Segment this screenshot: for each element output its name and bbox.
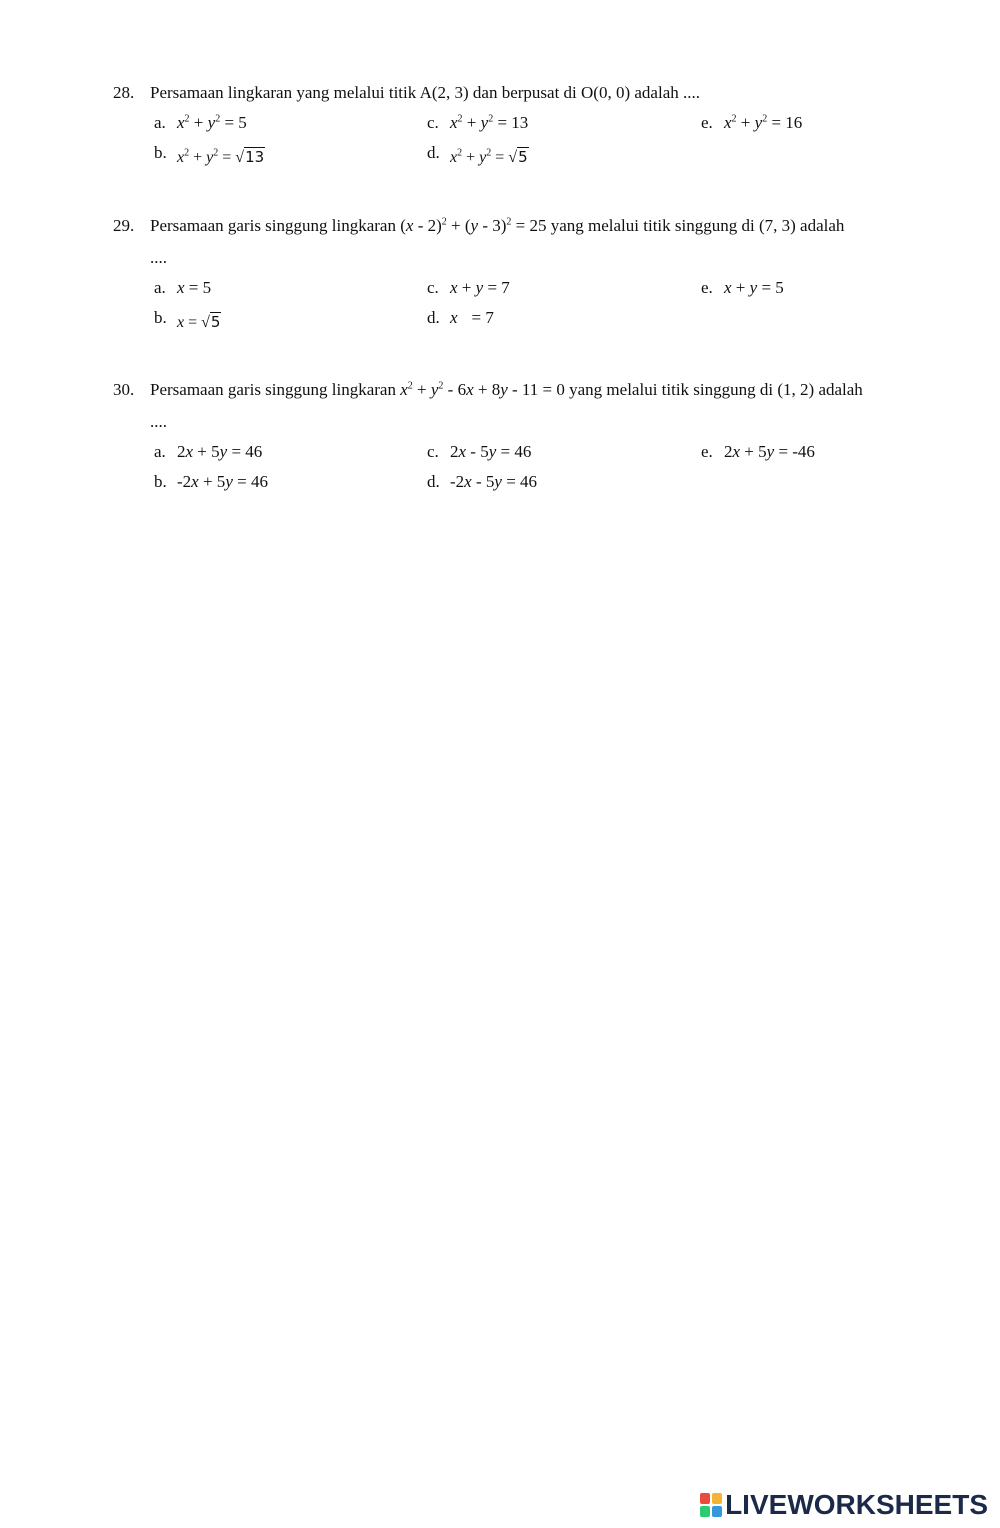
- option-b[interactable]: b. $x^2 + y^2 = √13$: [154, 141, 265, 166]
- option-e[interactable]: e. $x^2 + y^2 = 16$: [701, 113, 803, 132]
- option-e[interactable]: e. x + y = 5: [701, 278, 784, 297]
- option-c[interactable]: c. 2x - 5y = 46: [427, 442, 532, 461]
- question-number: 30.: [113, 380, 135, 399]
- question-number: 29.: [113, 216, 135, 235]
- option-e[interactable]: e. 2x + 5y = -46: [701, 442, 815, 461]
- option-a[interactable]: a. x = 5: [154, 278, 212, 297]
- option-d[interactable]: d. x = 7: [427, 308, 494, 327]
- option-a[interactable]: a. 2x + 5y = 46: [154, 442, 263, 461]
- option-b[interactable]: b. -2x + 5y = 46: [154, 472, 268, 491]
- question-text: Persamaan lingkaran yang melalui titik A(2, 3) dan berpusat di O(0, 0) adalah ....: [150, 83, 700, 102]
- question-continuation: ....: [150, 248, 167, 267]
- liveworksheets-logo: [700, 1490, 988, 1520]
- liveworksheets-logo-icon: [700, 1493, 722, 1517]
- question-29: [113, 210, 913, 340]
- logo-text: LIVEWORKSHEETS: [725, 1489, 988, 1520]
- question-30: [113, 374, 913, 504]
- sqrt-5: √5: [508, 148, 528, 166]
- option-d[interactable]: d. -2x - 5y = 46: [427, 472, 538, 491]
- option-b[interactable]: b. x = √5: [154, 306, 221, 331]
- question-text: Persamaan garis singgung lingkaran (x - 2)$^2$ + (y - 3)$^2$ = 25 yang melalui titik singgung di (7, 3) adalah: [150, 216, 845, 235]
- option-a[interactable]: a. $x^2 + y^2 = 5$: [154, 113, 247, 132]
- question-continuation: ....: [150, 412, 167, 431]
- sqrt-5: √5: [201, 313, 221, 331]
- option-c[interactable]: c. x + y = 7: [427, 278, 510, 297]
- option-c[interactable]: c. $x^2 + y^2 = 13$: [427, 113, 529, 132]
- option-d[interactable]: d. $x^2 + y^2 = √5$: [427, 141, 529, 166]
- sqrt-13: √13: [235, 148, 265, 166]
- question-28: [113, 77, 913, 175]
- question-number: 28.: [113, 83, 135, 102]
- question-text: Persamaan garis singgung lingkaran $x^2 + y^2 - 6x + 8y - 11 = 0$ yang melalui titik singgung di (1, 2) adalah: [150, 380, 863, 399]
